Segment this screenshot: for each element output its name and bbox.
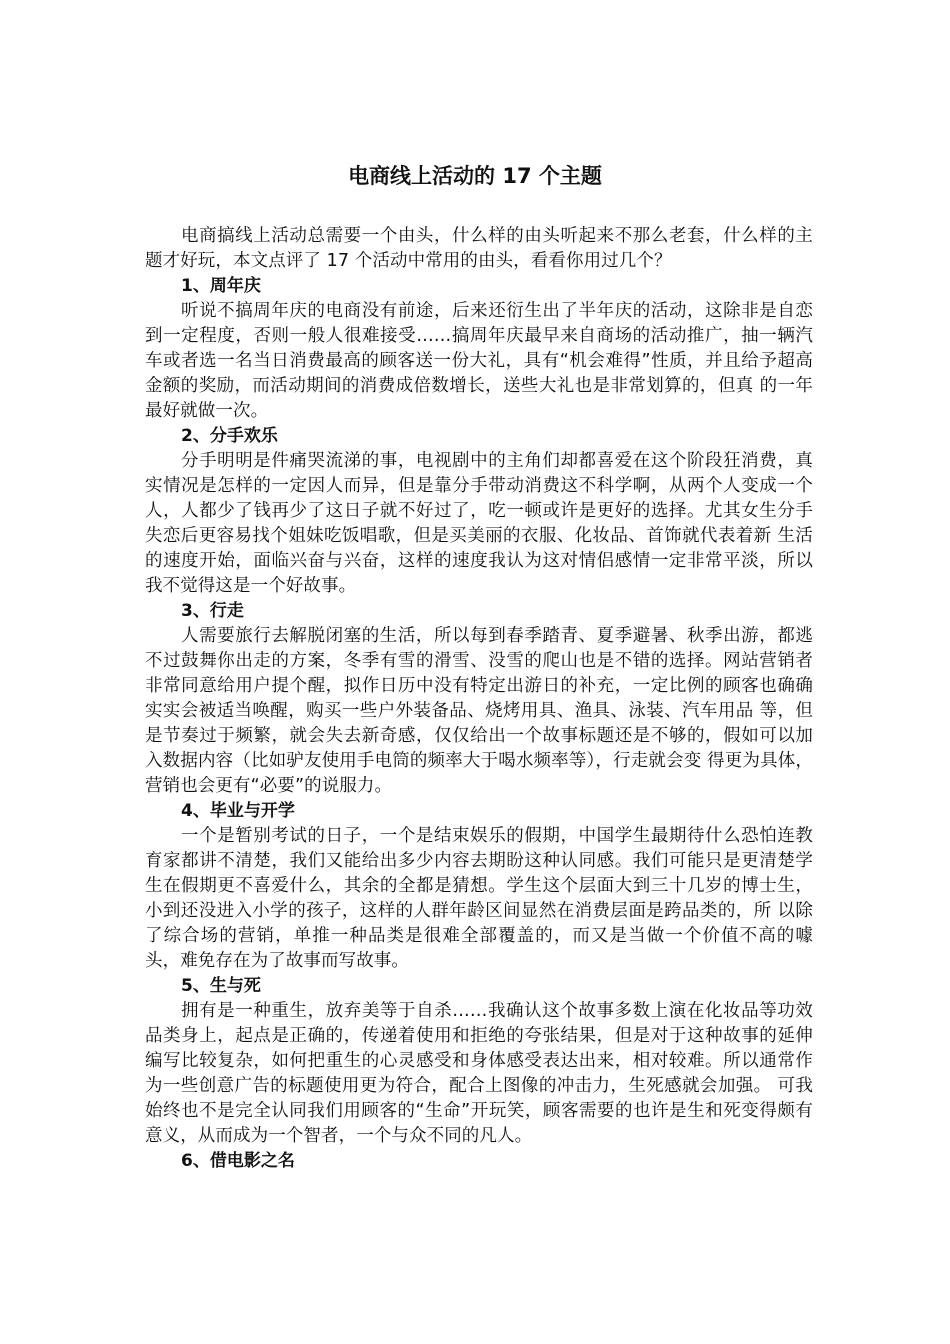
section-heading-6: 6、借电影之名 <box>181 1151 295 1171</box>
section-heading-1: 1、周年庆 <box>181 276 261 296</box>
intro-paragraph: 电商搞线上活动总需要一个由头，什么样的由头听起来不那么老套，什么样的主题才好玩，本文点评了 17 个活动中常用的由头，看看你用过几个？ <box>145 226 813 271</box>
section-heading-4: 4、毕业与开学 <box>181 801 295 821</box>
section-heading-2: 2、分手欢乐 <box>181 426 278 446</box>
section-body-2: 分手明明是件痛哭流涕的事，电视剧中的主角们却都喜爱在这个阶段狂消费，真实情况是怎样的一定因人而异，但是靠分手带动消费这不科学啊，从两个人变成一个 人，人都少了钱再少了这日子就不好过了，吃一顿或许是更好的选择。尤其女生分手失恋后更容易找个姐妹吃饭唱歌，但是买美丽的衣服、化妆品、首饰就代表着新 生活的速度开始，面临兴奋与兴奋，这样的速度我认为这对情侣感情一定非常平淡，所以我不觉得这是一个好故事。 <box>145 451 813 596</box>
document-title: 电商线上活动的 17 个主题 <box>348 164 602 188</box>
section-body-3: 人需要旅行去解脱闭塞的生活，所以每到春季踏青、夏季避暑、秋季出游，都逃不过鼓舞你出走的方案，冬季有雪的滑雪、没雪的爬山也是不错的选择。网站营销者 非常同意给用户提个醒，拟作日历中没有特定出游日的补充，一定比例的顾客也确确实实会被适当唤醒，购买一些户外装备品、烧烤用具、渔具、泳装、汽车用品 等，但是节奏过于频繁，就会失去新奇感，仅仅给出一个故事标题还是不够的，假如可以加入数据内容（比如驴友使用手电筒的频率大于喝水频率等），行走就会变 得更为具体，营销也会更有“必要”的说服力。 <box>145 626 813 796</box>
section-heading-5: 5、生与死 <box>181 976 261 996</box>
section-heading-3: 3、行走 <box>181 601 244 621</box>
section-body-1: 听说不搞周年庆的电商没有前途，后来还衍生出了半年庆的活动，这除非是自恋到一定程度，否则一般人很难接受……搞周年庆最早来自商场的活动推广，抽一辆汽 车或者选一名当日消费最高的顾客送一份大礼，具有“机会难得”性质，并且给予超高金额的奖励，而活动期间的消费成倍数增长，送些大礼也是非常划算的，但真 的一年最好就做一次。 <box>145 301 813 421</box>
section-body-5: 拥有是一种重生，放弃美等于自杀……我确认这个故事多数上演在化妆品等功效品类身上，起点是正确的，传递着使用和拒绝的夸张结果，但是对于这种故事的延伸 编写比较复杂，如何把重生的心灵感受和身体感受表达出来，相对较难。所以通常作为一些创意广告的标题使用更为符合，配合上图像的冲击力，生死感就会加强。 可我始终也不是完全认同我们用顾客的“生命”开玩笑，顾客需要的也许是生和死变得颇有意义，从而成为一个智者，一个与众不同的凡人。 <box>145 1001 813 1146</box>
document-body <box>145 224 813 1174</box>
section-body-4: 一个是暂别考试的日子，一个是结束娱乐的假期，中国学生最期待什么恐怕连教育家都讲不清楚，我们又能给出多少内容去期盼这种认同感。我们可能只是更清楚学 生在假期更不喜爱什么，其余的全都是猜想。学生这个层面大到三十几岁的博士生，小到还没进入小学的孩子，这样的人群年龄区间显然在消费层面是跨品类的，所 以除了综合场的营销，单推一种品类是很难全部覆盖的，而又是当做一个价值不高的噱头，难免存在为了故事而写故事。 <box>145 826 813 971</box>
